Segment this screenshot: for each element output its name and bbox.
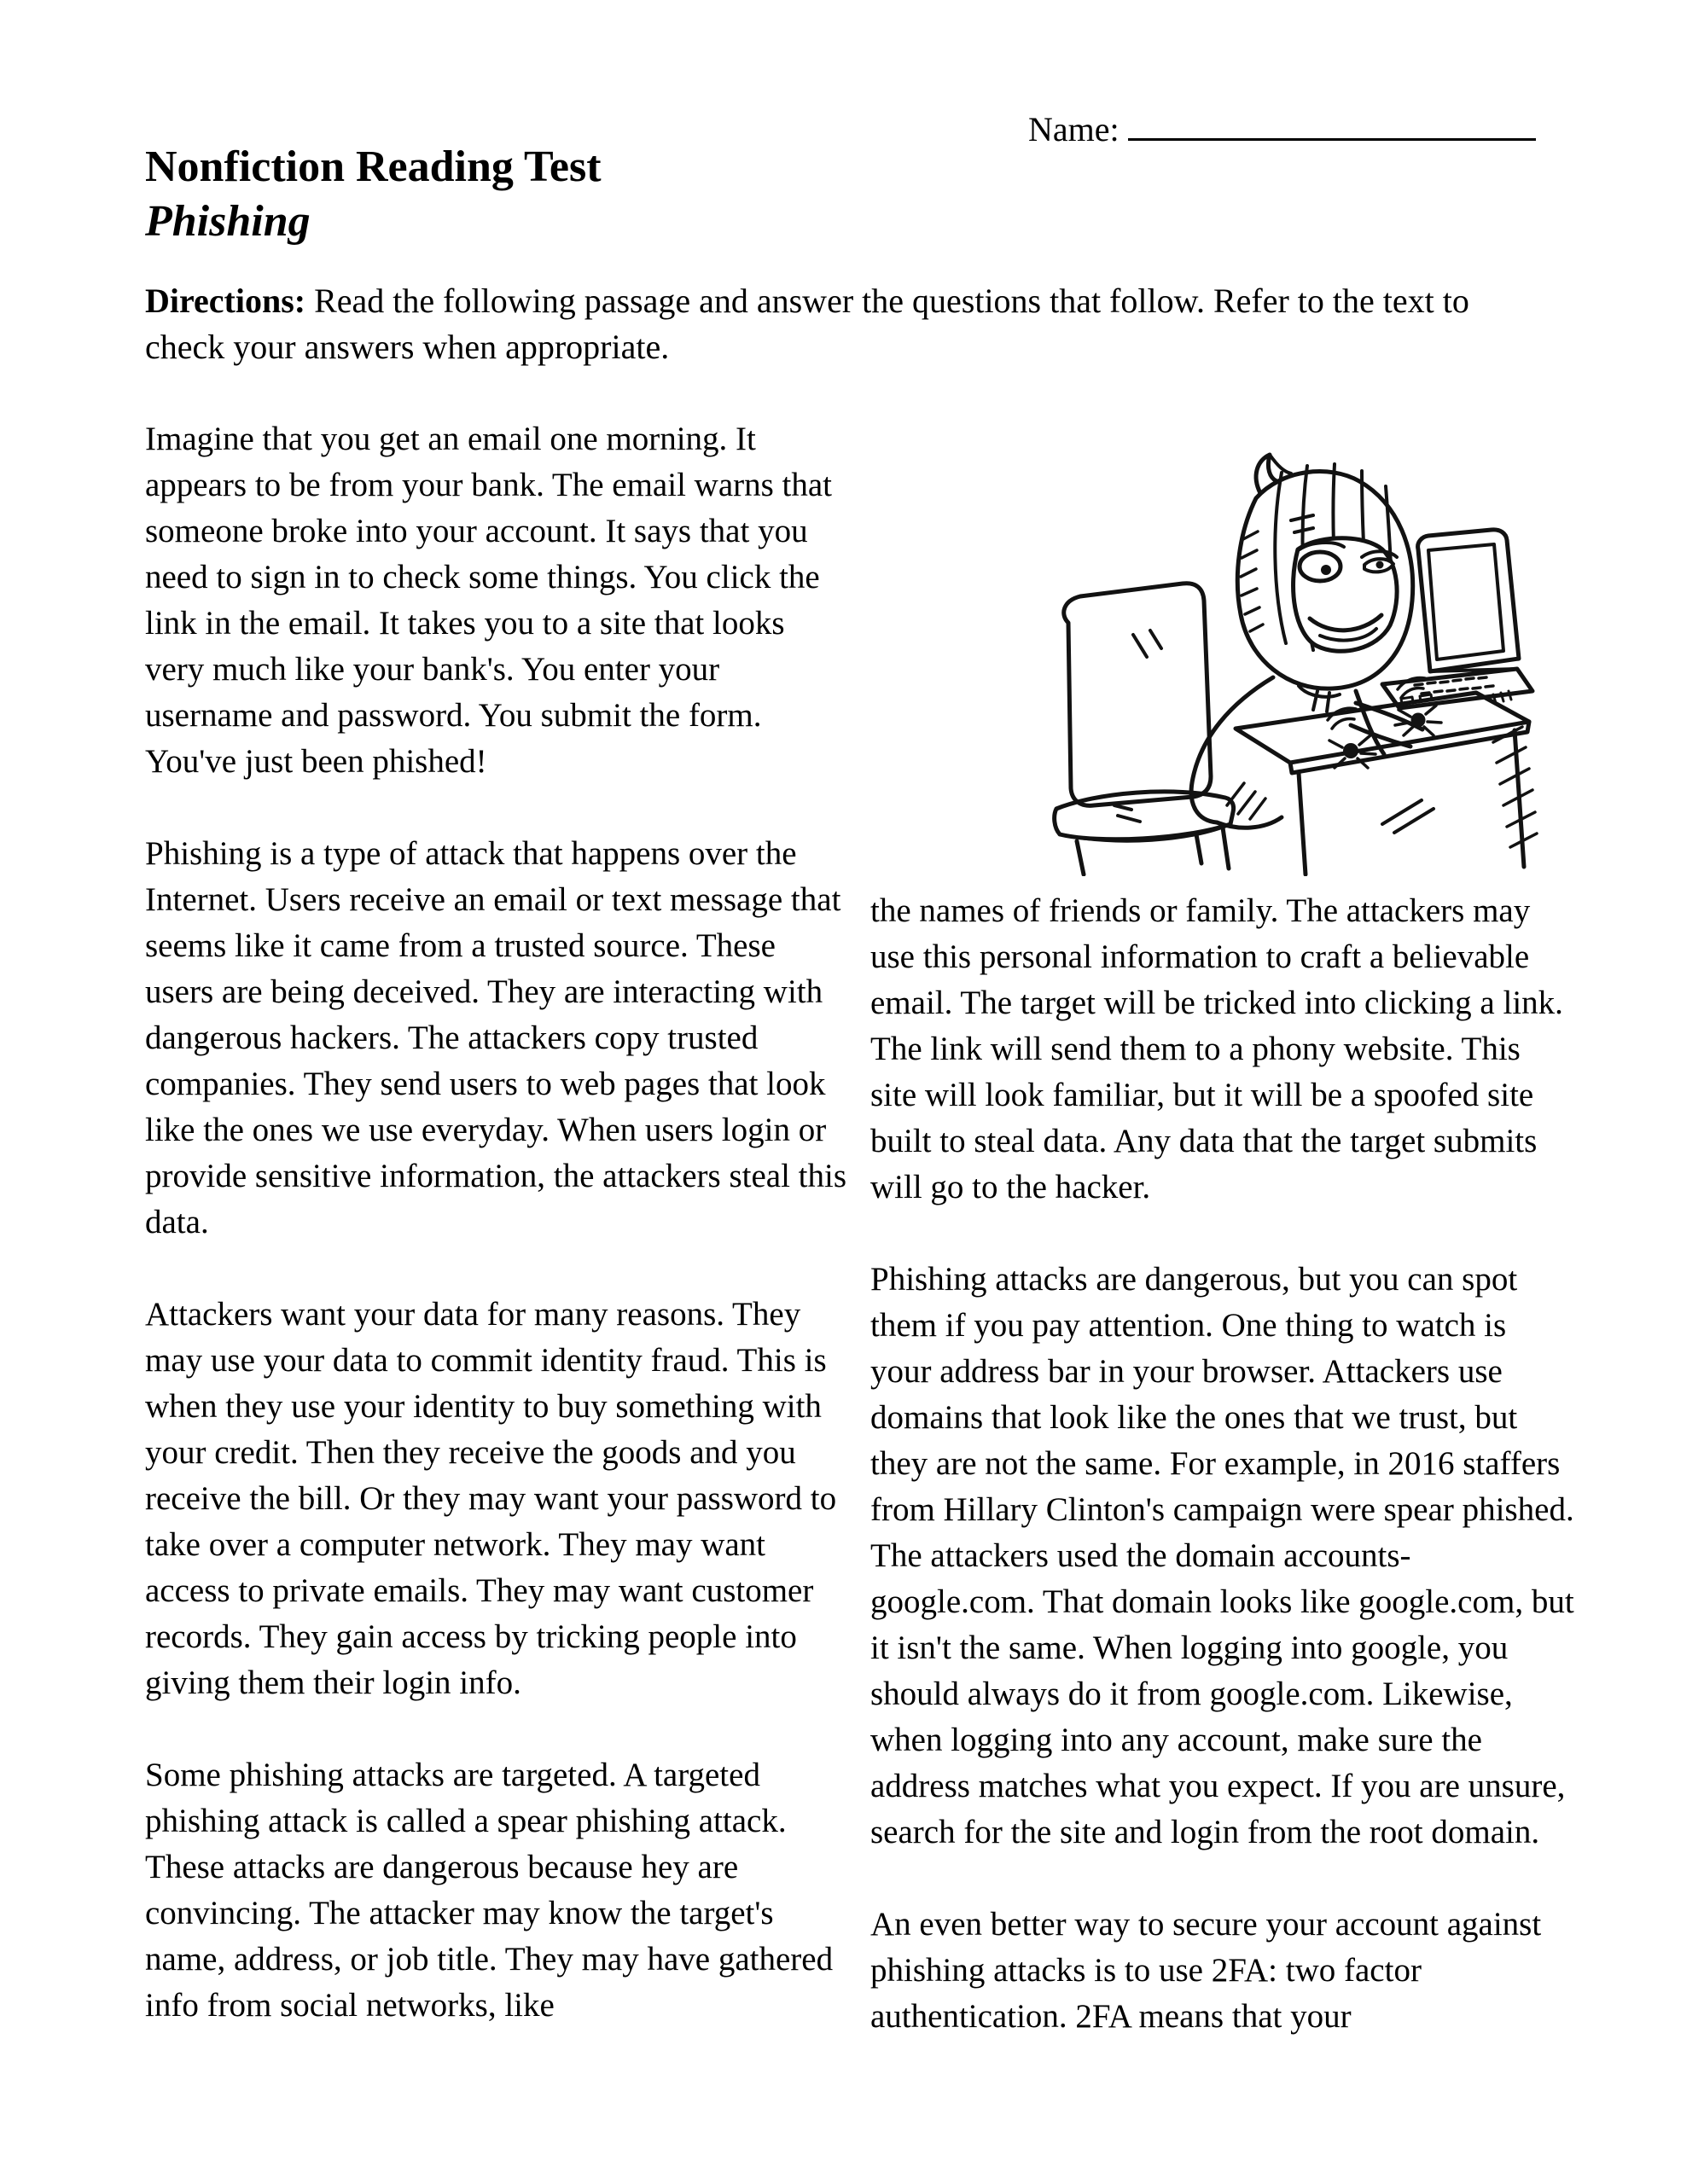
name-blank-line bbox=[1128, 138, 1536, 141]
passage-columns bbox=[145, 416, 1579, 2040]
name-row bbox=[1028, 109, 1536, 149]
paragraph-5: the names of friends or family. The attackers may use this personal information to craft a believable email. The target will be tricked into clicking a link. The link will send them to a phony website. This site will look familiar, but it will be a spoofed site built to steal data. Any data that the target submits will go to the hacker. bbox=[870, 892, 1563, 1205]
page-subtitle: Phishing bbox=[145, 197, 311, 246]
page-title: Nonfiction Reading Test bbox=[145, 142, 602, 191]
passage-right-column bbox=[870, 416, 1574, 2040]
hacker-at-laptop-illustration bbox=[1015, 420, 1544, 876]
name-label: Name: bbox=[1028, 110, 1120, 148]
passage-left-column bbox=[145, 416, 849, 2029]
paragraph-4: Some phishing attacks are targeted. A targeted phishing attack is called a spear phishing attack. These attacks are dangerous because hey are convincing. The attacker may know the target's name, address, or job title. They may have gathered info from social networks, like bbox=[145, 1757, 834, 2024]
paragraph-1: Imagine that you get an email one morning. It appears to be from your bank. The email warns that someone broke into your account. It says that you need to sign in to check some things. You click the link in the email. It takes you to a site that looks very much like your bank's. You enter your username and password. You submit the form. You've just been phished! bbox=[145, 421, 833, 780]
paragraph-3: Attackers want your data for many reasons. They may use your data to commit identity fraud. This is when they use your identity to buy something with your credit. Then they receive the goods and you receive the bill. Or they may want your password to take over a computer network. They may want access to private emails. They may want customer records. They gain access by tricking people into giving them their login info. bbox=[145, 1296, 837, 1701]
directions-text: Read the following passage and answer the questions that follow. Refer to the text to check your answers when appropriate. bbox=[145, 282, 1469, 366]
hacker-at-laptop-icon bbox=[1015, 420, 1544, 876]
directions-label: Directions: bbox=[145, 282, 306, 320]
paragraph-6: Phishing attacks are dangerous, but you can spot them if you pay attention. One thing to watch is your address bar in your browser. Attackers use domains that look like the ones that we trust, but they are not the same. For example, in 2016 staffers from Hillary Clinton's campaign were spear phished. The attackers used the domain accounts-google.com. That domain looks like google.com, but it isn't the same. When logging into google, you should always do it from google.com. Likewise, when logging into any account, make sure the address matches what you expect. If you are unsure, search for the site and login from the root domain. bbox=[870, 1261, 1574, 1850]
paragraph-7: An even better way to secure your account against phishing attacks is to use 2FA: two factor authentication. 2FA means that your bbox=[870, 1906, 1542, 2035]
directions bbox=[145, 278, 1557, 370]
paragraph-2: Phishing is a type of attack that happens over the Internet. Users receive an email or text message that seems like it came from a trusted source. These users are being deceived. They are interacting with dangerous hackers. The attackers copy trusted companies. They send users to web pages that look like the ones we use everyday. When users login or provide sensitive information, the attackers steal this data. bbox=[145, 835, 847, 1240]
